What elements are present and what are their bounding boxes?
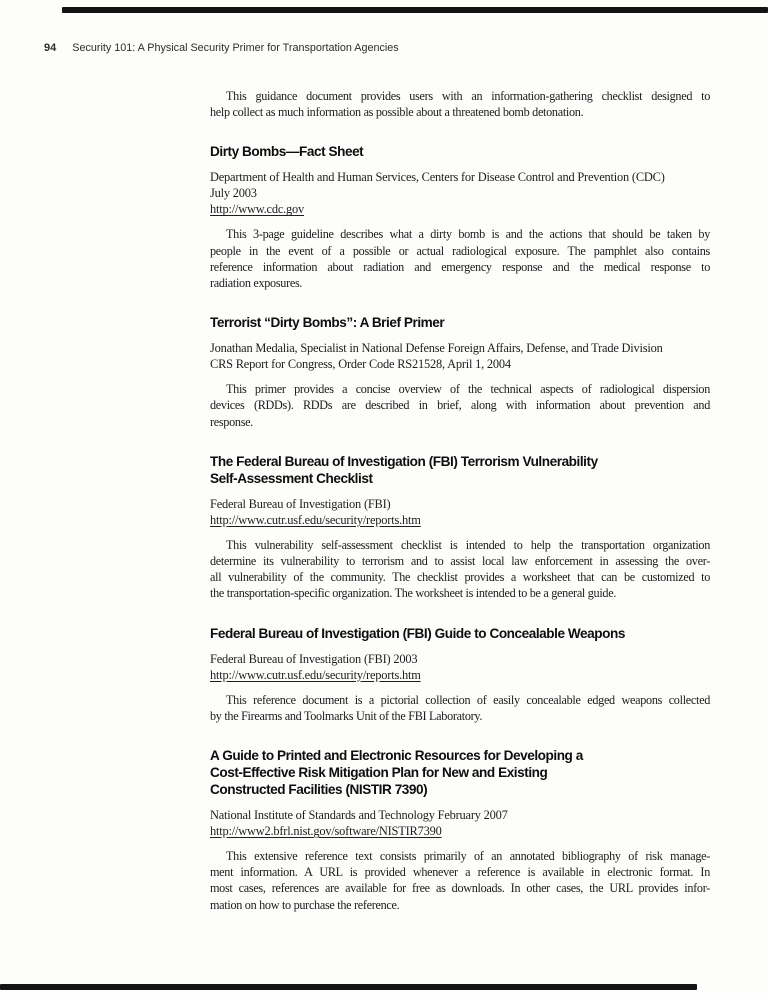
paragraph-line: response. [210, 414, 253, 429]
url-row [210, 823, 710, 839]
url-link[interactable]: http://www.cdc.gov [210, 202, 305, 217]
paragraph-line: most cases, references are available for free as downloads. In other cases, the URL provides infor- [210, 881, 710, 896]
paragraph-line: reference information about radiation and emergency response and the medical response to [210, 259, 710, 274]
section-heading [210, 314, 710, 331]
section-title-line: Cost-Effective Risk Mitigation Plan for New and Existing [210, 765, 548, 781]
section-title-line: A Guide to Printed and Electronic Resources for Developing a [210, 748, 583, 764]
section-paragraph [210, 848, 710, 913]
paragraph-line: people in the event of a possible or actual radiological exposure. The pamphlet also contains [210, 243, 710, 258]
paragraph-line: determine its vulnerability to terrorism and to assist local law enforcement in assessing the over- [210, 554, 710, 569]
section-heading [210, 453, 710, 487]
paragraph-line: devices (RDDs). RDDs are described in brief, along with information about prevention and [210, 398, 710, 413]
paragraph-line: by the Firearms and Toolmarks Unit of the FBI Laboratory. [210, 708, 483, 723]
section-paragraph [210, 692, 710, 724]
paragraph-line: ment information. A URL is provided whenever a reference is available in electronic format. In [210, 865, 710, 880]
source-citation-line: Federal Bureau of Investigation (FBI) 2003 [210, 651, 418, 666]
section-heading [210, 143, 710, 160]
paragraph-line: radiation exposures. [210, 276, 303, 291]
section-heading [210, 625, 710, 642]
source-citation-line: CRS Report for Congress, Order Code RS21528, April 1, 2004 [210, 357, 511, 372]
paragraph-line: This extensive reference text consists primarily of an annotated bibliography of risk manage- [226, 849, 710, 864]
url-link[interactable]: http://www.cutr.usf.edu/security/reports.htm [210, 512, 421, 527]
source-citation-line: Jonathan Medalia, Specialist in National Defense Foreign Affairs, Defense, and Trade Division [210, 341, 663, 356]
reference-section [210, 453, 710, 602]
reference-sections [210, 143, 710, 912]
section-title-line: The Federal Bureau of Investigation (FBI) Terrorism Vulnerability [210, 453, 598, 469]
paragraph-line: the transportation-specific organization. The worksheet is intended to be a general guide. [210, 586, 617, 601]
url-row [210, 512, 710, 528]
paragraph-line: This reference document is a pictorial collection of easily concealable edged weapons collected [226, 692, 710, 707]
source-citation-line: Federal Bureau of Investigation (FBI) [210, 496, 391, 511]
paragraph-line: This vulnerability self-assessment checklist is intended to help the transportation organization [226, 537, 710, 552]
scan-edge-artifact-bottom [0, 984, 697, 990]
paragraph-line: all vulnerability of the community. The checklist provides a worksheet that can be customized to [210, 570, 710, 585]
paragraph-line: This guidance document provides users with an information-gathering checklist designed to [226, 89, 710, 103]
url-link[interactable]: http://www2.bfrl.nist.gov/software/NISTIR7390 [210, 824, 442, 839]
section-title-line: Terrorist “Dirty Bombs”: A Brief Primer [210, 315, 445, 331]
paragraph-line: help collect as much information as possible about a threatened bomb detonation. [210, 105, 584, 120]
scan-edge-artifact-top [62, 7, 768, 13]
section-title-line: Constructed Facilities (NISTIR 7390) [210, 782, 428, 798]
paragraph-line: This 3-page guideline describes what a dirty bomb is and the actions that should be taken by [226, 227, 710, 242]
reference-section [210, 143, 710, 291]
section-source-block [210, 496, 710, 528]
paragraph-line: mation on how to purchase the reference. [210, 897, 400, 912]
page-content [210, 88, 710, 913]
reference-section [210, 625, 710, 724]
paragraph-line: This primer provides a concise overview of the technical aspects of radiological dispersion [226, 382, 710, 397]
url-link[interactable]: http://www.cutr.usf.edu/security/reports.htm [210, 667, 421, 682]
source-citation-line: Department of Health and Human Services, Centers for Disease Control and Prevention (CDC) [210, 170, 665, 185]
section-paragraph [210, 226, 710, 291]
running-head-title: Security 101: A Physical Security Primer for Transportation Agencies [72, 42, 399, 54]
reference-section [210, 747, 710, 913]
section-source-block [210, 340, 710, 372]
section-title-line: Dirty Bombs—Fact Sheet [210, 144, 364, 160]
section-title-line: Self-Assessment Checklist [210, 470, 373, 486]
section-source-block [210, 169, 710, 217]
reference-section [210, 314, 710, 430]
section-title-line: Federal Bureau of Investigation (FBI) Guide to Concealable Weapons [210, 625, 625, 641]
section-source-block [210, 807, 710, 839]
source-citation-line: July 2003 [210, 186, 257, 201]
source-citation-line: National Institute of Standards and Technology February 2007 [210, 808, 508, 823]
section-paragraph [210, 381, 710, 430]
running-header [44, 42, 399, 54]
section-paragraph [210, 537, 710, 602]
page-number: 94 [44, 42, 57, 54]
intro-paragraph [210, 88, 710, 120]
section-heading [210, 747, 710, 798]
url-row [210, 667, 710, 683]
url-row [210, 201, 710, 217]
section-source-block [210, 651, 710, 683]
